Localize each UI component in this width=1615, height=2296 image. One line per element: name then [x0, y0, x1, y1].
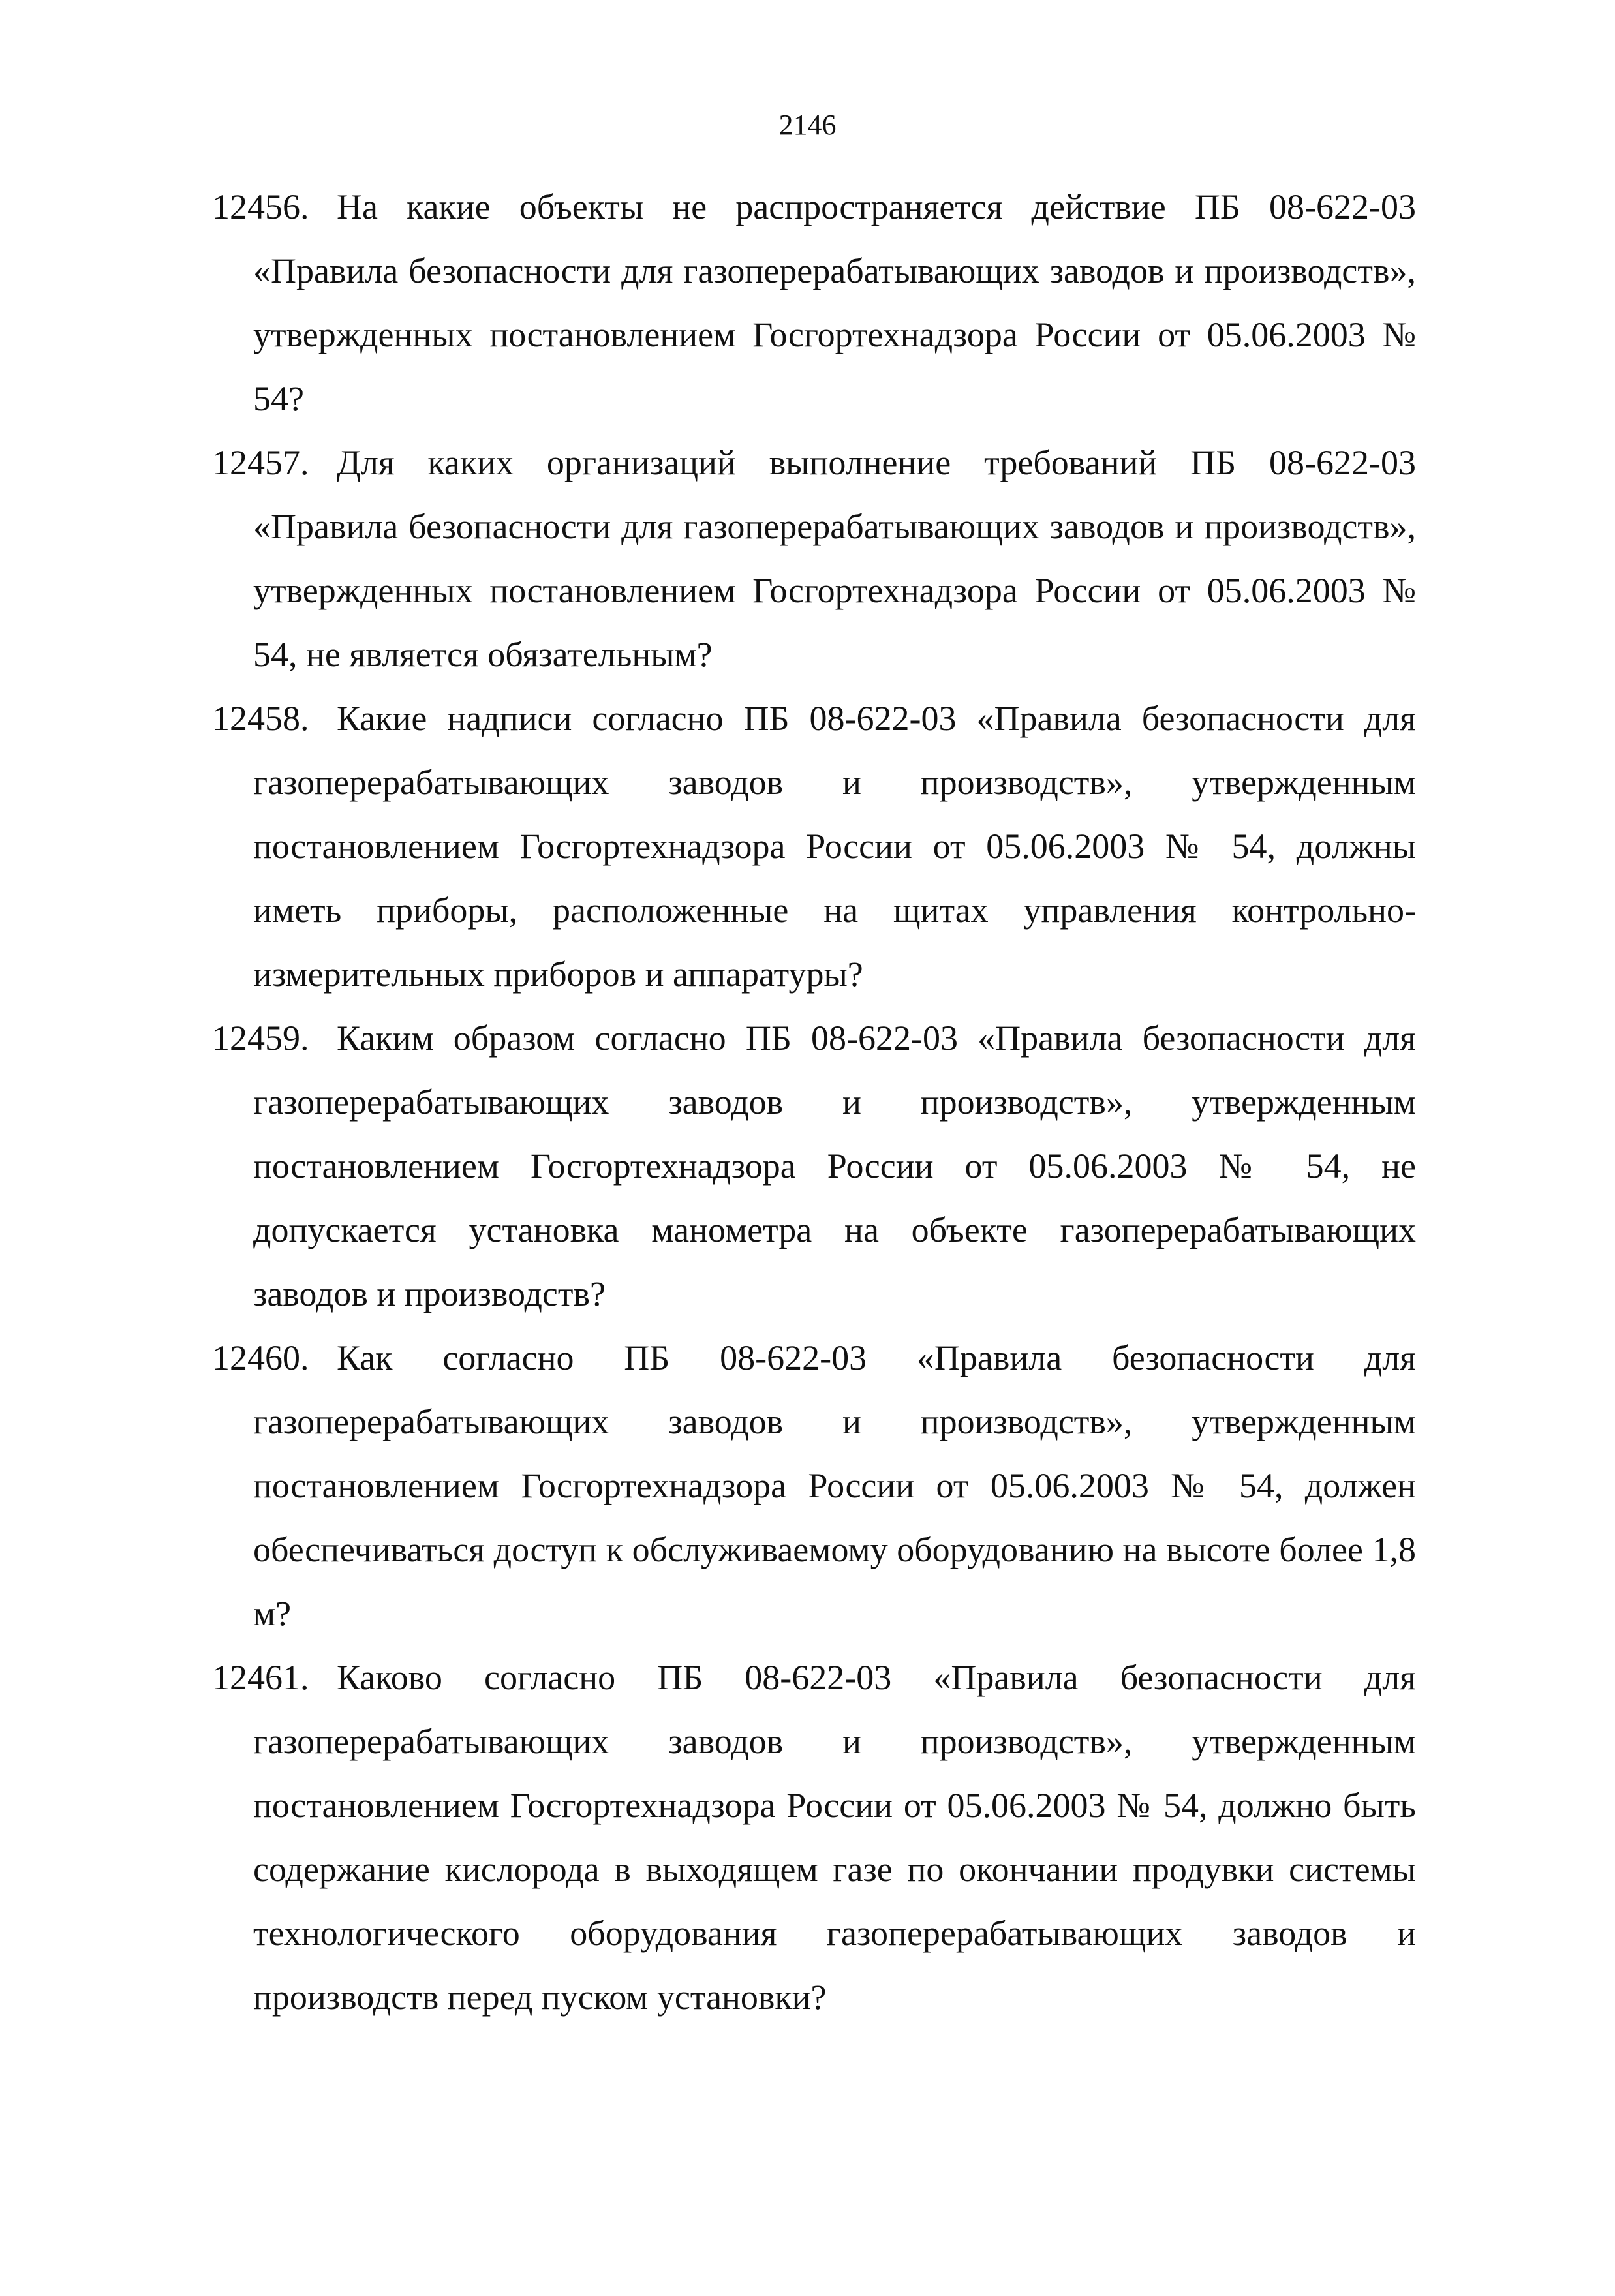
question-number: 12458. — [212, 699, 309, 738]
question-list — [212, 175, 1416, 2029]
question-text: Каково согласно ПБ 08-622-03 «Правила безопасности для газоперерабатывающих заводов и производств», утвержденным постановлением Госгортехнадзора России от 05.06.2003 № 54, должно быть содержание кислорода в выходящем газе по окончании продувки системы технологического оборудования газоперерабатывающих заводов и производств перед пуском установки? — [253, 1658, 1416, 2017]
question-item — [212, 175, 1416, 431]
question-item — [212, 1006, 1416, 1326]
question-text: Какие надписи согласно ПБ 08-622-03 «Правила безопасности для газоперерабатывающих заводов и производств», утвержденным постановлением Госгортехнадзора России от 05.06.2003 № 54, должны иметь приборы, расположенные на щитах управления контрольно-измерительных приборов и аппаратуры? — [253, 699, 1416, 994]
question-item — [212, 1645, 1416, 2029]
question-item — [212, 686, 1416, 1006]
question-number: 12456. — [212, 187, 309, 226]
question-item — [212, 1326, 1416, 1645]
question-text: Для каких организаций выполнение требований ПБ 08-622-03 «Правила безопасности для газоперерабатывающих заводов и производств», утвержденных постановлением Госгортехнадзора России от 05.06.2003 № 54, не является обязательным? — [253, 443, 1416, 674]
question-text: Как согласно ПБ 08-622-03 «Правила безопасности для газоперерабатывающих заводов и производств», утвержденным постановлением Госгортехнадзора России от 05.06.2003 № 54, должен обеспечиваться доступ к обслуживаемому оборудованию на высоте более 1,8 м? — [253, 1338, 1416, 1633]
question-number: 12457. — [212, 443, 309, 482]
question-item — [212, 431, 1416, 686]
question-number: 12461. — [212, 1658, 309, 1697]
question-number: 12459. — [212, 1018, 309, 1058]
question-number: 12460. — [212, 1338, 309, 1377]
question-text: Каким образом согласно ПБ 08-622-03 «Правила безопасности для газоперерабатывающих заводов и производств», утвержденным постановлением Госгортехнадзора России от 05.06.2003 № 54, не допускается установка манометра на объекте газоперерабатывающих заводов и производств? — [253, 1018, 1416, 1313]
question-text: На какие объекты не распространяется действие ПБ 08-622-03 «Правила безопасности для газоперерабатывающих заводов и производств», утвержденных постановлением Госгортехнадзора России от 05.06.2003 № 54? — [253, 187, 1416, 418]
page-number: 2146 — [778, 109, 837, 141]
